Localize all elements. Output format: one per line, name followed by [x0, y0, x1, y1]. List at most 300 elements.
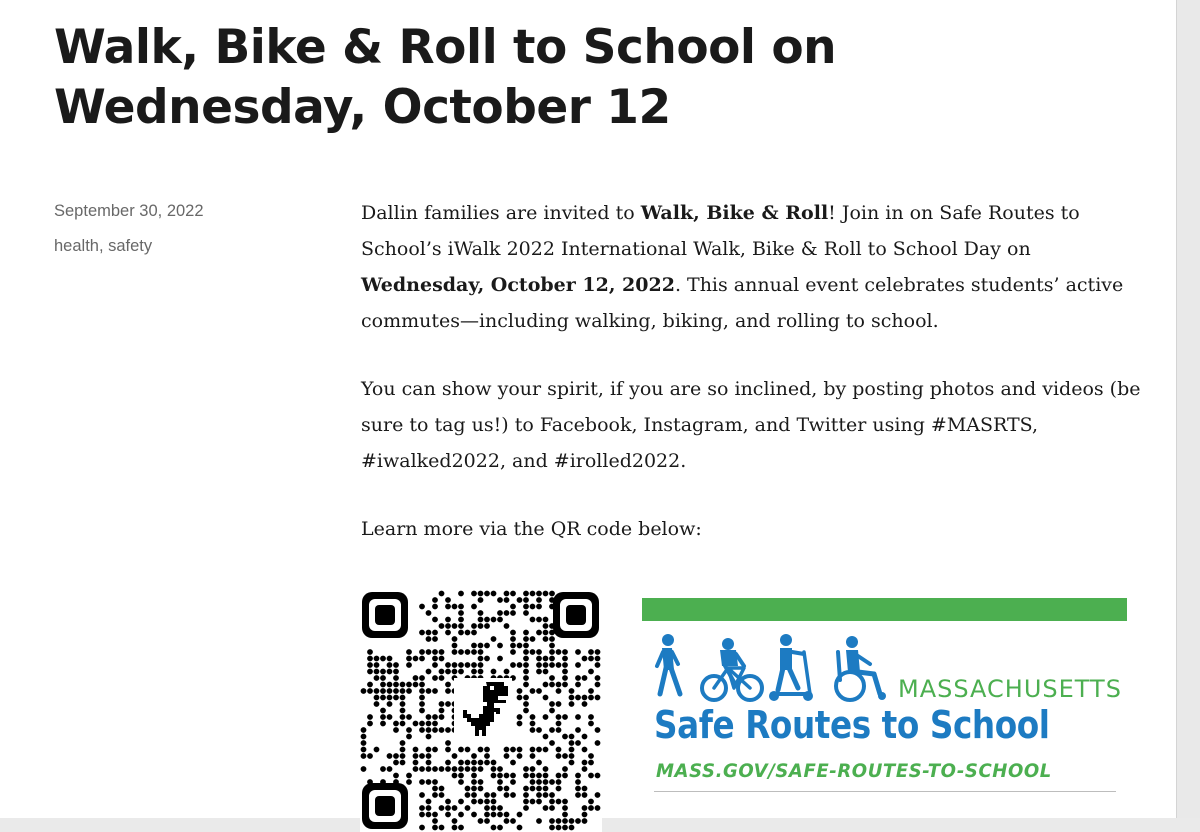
qr-module: [439, 656, 445, 662]
qr-module: [465, 760, 471, 766]
qr-module: [445, 805, 451, 811]
qr-module: [523, 610, 529, 616]
qr-module: [562, 766, 568, 772]
qr-module: [419, 812, 425, 818]
qr-module: [497, 656, 503, 662]
qr-module: [504, 669, 510, 675]
qr-module: [400, 760, 406, 766]
qr-module: [588, 649, 594, 655]
qr-module: [536, 792, 542, 798]
qr-module: [595, 649, 601, 655]
qr-module: [510, 649, 516, 655]
qr-module: [413, 656, 419, 662]
qr-module: [426, 753, 432, 759]
qr-module: [497, 643, 503, 649]
qr-module: [413, 675, 419, 681]
qr-module: [445, 799, 451, 805]
qr-module: [471, 649, 477, 655]
qr-module: [569, 701, 575, 707]
qr-module: [530, 766, 536, 772]
logo-divider: [654, 791, 1116, 792]
qr-module: [471, 604, 477, 610]
qr-module: [575, 682, 581, 688]
qr-module: [549, 643, 555, 649]
qr-module: [432, 747, 438, 753]
qr-module: [413, 753, 419, 759]
qr-module: [582, 695, 588, 701]
qr-module: [367, 721, 373, 727]
qr-module: [549, 818, 555, 824]
qr-module: [478, 799, 484, 805]
qr-module: [465, 747, 471, 753]
qr-module: [582, 760, 588, 766]
qr-module: [445, 604, 451, 610]
qr-module: [445, 760, 451, 766]
qr-module: [595, 805, 601, 811]
qr-module: [543, 766, 549, 772]
qr-module: [595, 662, 601, 668]
qr-module: [523, 799, 529, 805]
qr-module: [478, 760, 484, 766]
qr-module: [543, 682, 549, 688]
qr-module: [367, 682, 373, 688]
qr-module: [556, 786, 562, 792]
qr-module: [400, 695, 406, 701]
qr-module: [374, 695, 380, 701]
qr-module: [549, 708, 555, 714]
qr-module: [471, 662, 477, 668]
qr-module: [543, 747, 549, 753]
qr-module: [588, 695, 594, 701]
qr-module: [536, 604, 542, 610]
qr-module: [543, 636, 549, 642]
qr-module: [432, 656, 438, 662]
qr-module: [517, 812, 523, 818]
qr-module: [426, 799, 432, 805]
qr-module: [530, 617, 536, 623]
qr-module: [484, 805, 490, 811]
qr-module: [458, 812, 464, 818]
qr-module: [543, 779, 549, 785]
qr-module: [393, 675, 399, 681]
qr-module: [491, 792, 497, 798]
qr-module: [387, 682, 393, 688]
qr-module: [380, 675, 386, 681]
qr-module: [432, 636, 438, 642]
qr-module: [419, 682, 425, 688]
qr-module: [536, 779, 542, 785]
qr-module: [523, 682, 529, 688]
qr-module: [400, 688, 406, 694]
qr-module: [510, 773, 516, 779]
qr-module: [595, 727, 601, 733]
qr-module: [575, 649, 581, 655]
qr-module: [387, 662, 393, 668]
qr-module: [445, 617, 451, 623]
qr-module: [452, 766, 458, 772]
qr-module: [471, 812, 477, 818]
qr-module: [556, 649, 562, 655]
qr-module: [549, 779, 555, 785]
qr-module: [484, 643, 490, 649]
qr-module: [549, 799, 555, 805]
qr-module: [530, 747, 536, 753]
qr-module: [588, 688, 594, 694]
qr-module: [387, 714, 393, 720]
qr-module: [523, 695, 529, 701]
qr-module: [569, 688, 575, 694]
qr-module: [523, 792, 529, 798]
qr-module: [536, 669, 542, 675]
qr-module: [361, 688, 367, 694]
qr-module: [374, 747, 380, 753]
qr-module: [588, 656, 594, 662]
qr-module: [575, 779, 581, 785]
qr-module: [478, 623, 484, 629]
qr-module: [510, 760, 516, 766]
qr-module: [530, 721, 536, 727]
qr-module: [504, 773, 510, 779]
qr-module: [504, 812, 510, 818]
qr-module: [400, 721, 406, 727]
post-date-link[interactable]: September 30, 2022: [54, 202, 204, 220]
qr-module: [504, 747, 510, 753]
qr-module: [484, 792, 490, 798]
qr-module: [406, 734, 412, 740]
qr-module: [426, 714, 432, 720]
qr-module: [465, 786, 471, 792]
qr-module: [530, 636, 536, 642]
qr-module: [361, 740, 367, 746]
qr-module: [419, 766, 425, 772]
qr-module: [367, 753, 373, 759]
qr-module: [530, 688, 536, 694]
qr-module: [582, 734, 588, 740]
qr-module: [426, 610, 432, 616]
qr-module: [426, 779, 432, 785]
qr-module: [517, 721, 523, 727]
qr-module: [497, 597, 503, 603]
qr-module: [439, 805, 445, 811]
qr-module: [497, 805, 503, 811]
qr-module: [562, 662, 568, 668]
qr-module: [426, 805, 432, 811]
qr-module: [458, 610, 464, 616]
qr-module: [393, 682, 399, 688]
qr-module: [595, 740, 601, 746]
qr-module: [432, 812, 438, 818]
qr-module: [530, 786, 536, 792]
qr-module: [575, 773, 581, 779]
qr-module: [549, 656, 555, 662]
qr-module: [523, 786, 529, 792]
qr-module: [432, 688, 438, 694]
qr-module: [582, 786, 588, 792]
qr-module: [484, 747, 490, 753]
qr-module: [549, 675, 555, 681]
qr-module: [562, 812, 568, 818]
qr-module: [471, 799, 477, 805]
post-title: Walk, Bike & Roll to School on Wednesday, October 12: [54, 20, 837, 135]
qr-module: [595, 773, 601, 779]
qr-module: [361, 727, 367, 733]
qr-module: [465, 649, 471, 655]
qr-module: [536, 727, 542, 733]
qr-module: [569, 818, 575, 824]
qr-module: [549, 805, 555, 811]
qr-module: [543, 630, 549, 636]
qr-module: [400, 753, 406, 759]
qr-module: [575, 727, 581, 733]
qr-module: [419, 675, 425, 681]
qr-module: [387, 701, 393, 707]
intro-text-3: . This annual event celebrates students’ active commutes—including walking, biking, and rolling to school.: [361, 274, 1124, 332]
qr-module: [575, 740, 581, 746]
qr-module: [543, 714, 549, 720]
qr-module: [536, 818, 542, 824]
qr-module: [374, 656, 380, 662]
qr-module: [549, 792, 555, 798]
qr-module: [426, 734, 432, 740]
qr-module: [478, 591, 484, 597]
safe-routes-logo[interactable]: [642, 598, 1127, 798]
post-meta: [54, 200, 314, 257]
qr-module: [413, 721, 419, 727]
qr-module: [478, 818, 484, 824]
qr-module: [530, 753, 536, 759]
qr-module: [543, 734, 549, 740]
qr-module: [523, 662, 529, 668]
qr-module: [549, 701, 555, 707]
qr-module: [445, 766, 451, 772]
qr-module: [393, 695, 399, 701]
qr-module: [562, 799, 568, 805]
qr-module: [439, 714, 445, 720]
qr-module: [452, 643, 458, 649]
qr-module: [452, 773, 458, 779]
qr-module: [575, 714, 581, 720]
qr-module: [491, 799, 497, 805]
qr-module: [504, 610, 510, 616]
qr-module: [517, 825, 523, 831]
qr-module: [595, 792, 601, 798]
qr-module: [510, 747, 516, 753]
qr-module: [400, 701, 406, 707]
qr-module: [445, 747, 451, 753]
qr-module: [556, 747, 562, 753]
qr-module: [536, 591, 542, 597]
qr-module: [478, 643, 484, 649]
qr-module: [432, 714, 438, 720]
qr-module: [588, 760, 594, 766]
qr-module: [517, 695, 523, 701]
bicycle-rider-icon: [702, 638, 762, 700]
qr-module: [478, 597, 484, 603]
qr-module: [523, 597, 529, 603]
qr-module: [556, 688, 562, 694]
qr-module: [432, 617, 438, 623]
qr-module: [536, 786, 542, 792]
qr-module: [432, 825, 438, 831]
qr-module: [387, 669, 393, 675]
qr-module: [419, 656, 425, 662]
qr-module: [426, 760, 432, 766]
qr-module: [426, 766, 432, 772]
qr-module: [387, 656, 393, 662]
qr-module: [543, 773, 549, 779]
qr-module: [445, 812, 451, 818]
qr-module: [497, 779, 503, 785]
qr-module: [458, 591, 464, 597]
qr-module: [413, 760, 419, 766]
qr-module: [484, 656, 490, 662]
qr-module: [562, 818, 568, 824]
spirit-paragraph: You can show your spirit, if you are so inclined, by posting photos and videos (be sure to tag us!) to Facebook, Instagram, and Twitter using #MASRTS, #iwalked2022, and #irolled2022.: [361, 378, 1141, 472]
qr-module: [523, 630, 529, 636]
qr-module: [504, 591, 510, 597]
qr-module: [419, 792, 425, 798]
qr-module: [406, 779, 412, 785]
qr-module: [432, 662, 438, 668]
qr-module: [523, 604, 529, 610]
qr-module: [406, 656, 412, 662]
qr-module: [504, 792, 510, 798]
qr-module: [517, 753, 523, 759]
qr-module: [458, 760, 464, 766]
qr-module: [523, 636, 529, 642]
qr-module: [432, 786, 438, 792]
qr-module: [491, 773, 497, 779]
qr-module: [549, 636, 555, 642]
qr-module: [361, 753, 367, 759]
qr-module: [439, 591, 445, 597]
qr-module: [504, 818, 510, 824]
qr-module: [432, 721, 438, 727]
qr-module: [556, 727, 562, 733]
qr-module: [471, 786, 477, 792]
qr-finder-top-left: [362, 592, 408, 638]
qr-module: [562, 656, 568, 662]
qr-module: [393, 760, 399, 766]
qr-module: [400, 740, 406, 746]
qr-module: [374, 675, 380, 681]
logo-url-text: MASS.GOV/SAFE-ROUTES-TO-SCHOOL: [656, 760, 1052, 782]
qr-module: [458, 825, 464, 831]
wheelchair-user-icon: [836, 636, 886, 700]
intro-text-2: ! Join in on Safe Routes to School’s iWalk 2022 International Walk, Bike & Roll to School Day on: [361, 202, 1080, 260]
qr-module: [523, 591, 529, 597]
logo-green-bar: [642, 598, 1127, 621]
qr-module: [387, 695, 393, 701]
post-categories-link[interactable]: health, safety: [54, 237, 153, 255]
qr-module: [478, 610, 484, 616]
qr-module: [452, 604, 458, 610]
qr-module: [543, 623, 549, 629]
qr-module: [484, 591, 490, 597]
qr-module: [452, 649, 458, 655]
qr-module: [413, 766, 419, 772]
qr-module: [419, 753, 425, 759]
qr-module: [510, 636, 516, 642]
qr-module: [543, 656, 549, 662]
window-edge: [1176, 0, 1200, 818]
qr-module: [523, 643, 529, 649]
qr-module: [380, 688, 386, 694]
qr-module: [543, 792, 549, 798]
qr-module: [562, 825, 568, 831]
qr-module: [374, 688, 380, 694]
qr-module: [458, 747, 464, 753]
qr-module: [484, 623, 490, 629]
qr-module: [556, 714, 562, 720]
qr-module: [504, 597, 510, 603]
qr-module: [484, 617, 490, 623]
qr-module: [595, 682, 601, 688]
qr-module: [445, 630, 451, 636]
qr-module: [393, 688, 399, 694]
qr-module: [582, 805, 588, 811]
qr-module: [432, 597, 438, 603]
qr-module: [595, 695, 601, 701]
qr-module: [536, 649, 542, 655]
qr-module: [478, 766, 484, 772]
qr-module: [549, 825, 555, 831]
qr-module: [582, 792, 588, 798]
qr-module: [543, 662, 549, 668]
qr-module: [419, 825, 425, 831]
qr-module: [484, 753, 490, 759]
qr-code-graphic: [360, 590, 602, 832]
qr-module: [452, 825, 458, 831]
qr-module: [530, 591, 536, 597]
qr-module: [543, 786, 549, 792]
qr-module: [556, 779, 562, 785]
logo-state-text: MASSACHUSETTS: [898, 675, 1122, 703]
qr-module: [426, 688, 432, 694]
qr-module: [380, 656, 386, 662]
qr-module: [510, 779, 516, 785]
qr-module: [543, 805, 549, 811]
qr-module: [484, 799, 490, 805]
qr-module: [569, 747, 575, 753]
qr-module: [452, 805, 458, 811]
qr-module: [393, 662, 399, 668]
qr-module: [465, 792, 471, 798]
qr-module: [569, 753, 575, 759]
qr-module: [543, 669, 549, 675]
qr-module: [419, 695, 425, 701]
qr-module: [556, 662, 562, 668]
qr-module: [458, 630, 464, 636]
qr-module: [445, 740, 451, 746]
qr-module: [374, 662, 380, 668]
qr-module: [393, 727, 399, 733]
qr-module: [575, 792, 581, 798]
qr-module: [536, 760, 542, 766]
qr-module: [439, 623, 445, 629]
qr-module: [471, 643, 477, 649]
qr-module: [510, 792, 516, 798]
qr-module: [569, 734, 575, 740]
qr-module: [458, 766, 464, 772]
qr-module: [504, 753, 510, 759]
qr-module: [582, 818, 588, 824]
qr-module: [367, 662, 373, 668]
qr-module: [549, 682, 555, 688]
qr-module: [406, 682, 412, 688]
qr-module: [426, 727, 432, 733]
qr-code[interactable]: [360, 590, 602, 832]
